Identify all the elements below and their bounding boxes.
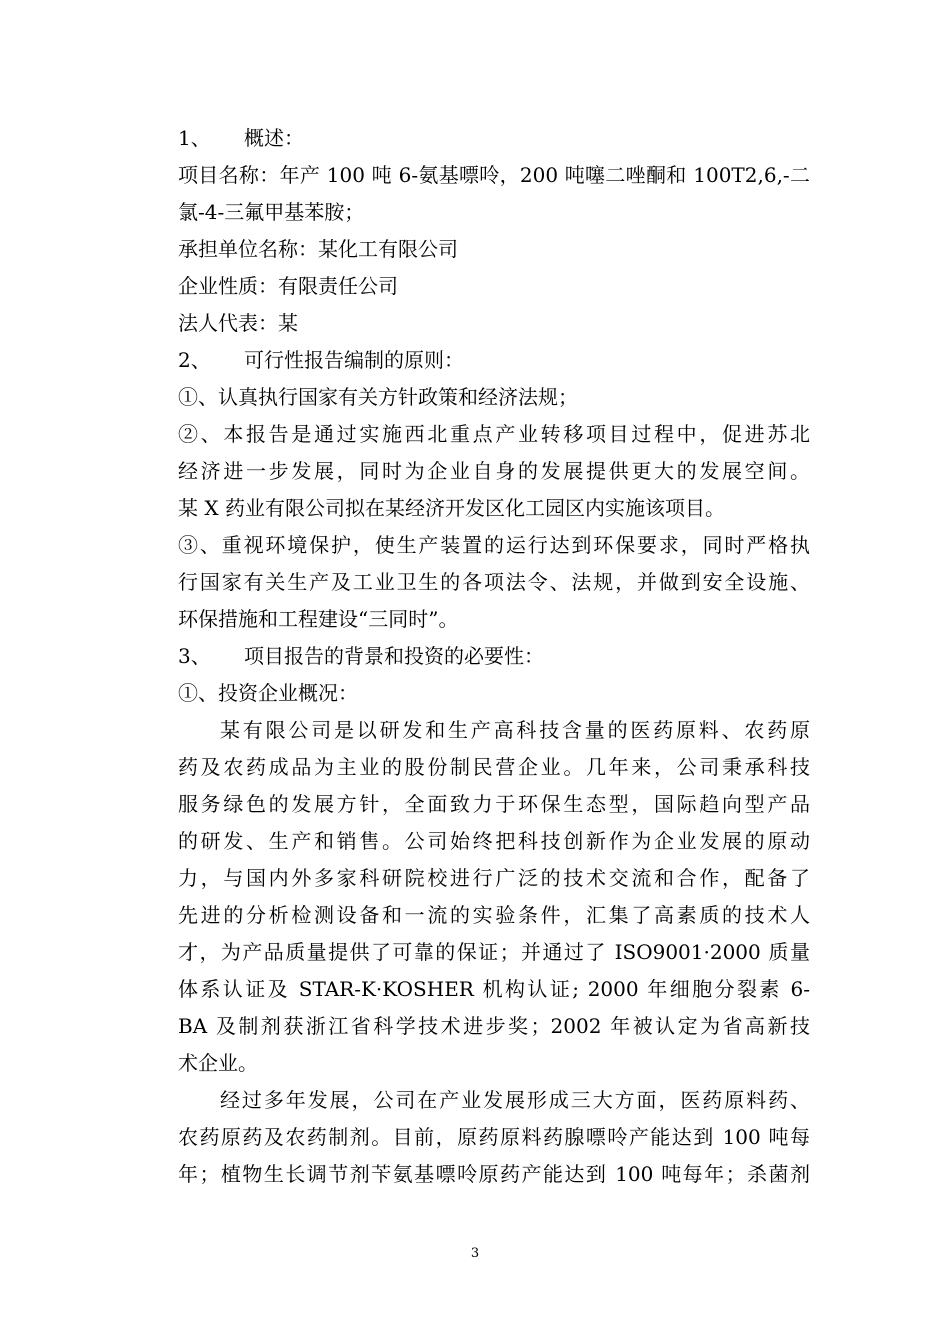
principle-2-line-1: ②、本报告是通过实施西北重点产业转移项目过程中，促进苏北 <box>178 422 810 446</box>
paragraph-line: 年；植物生长调节剂苄氨基嘌呤原药产能达到 100 吨每年；杀菌剂 <box>178 1162 810 1186</box>
unit-name-line: 承担单位名称：某化工有限公司 <box>178 237 458 261</box>
paragraph-line: 某有限公司是以研发和生产高科技含量的医药原料、农药原 <box>220 718 810 742</box>
section-heading-background <box>178 638 810 675</box>
legal-rep-line: 法人代表：某 <box>178 311 298 335</box>
paragraph-line: 药及农药成品为主业的股份制民营企业。几年来，公司秉承科技 <box>178 755 810 779</box>
paragraph-line: 先进的分析检测设备和一流的实验条件，汇集了高素质的技术人 <box>178 903 810 927</box>
paragraph-line: 服务绿色的发展方针，全面致力于环保生态型，国际趋向型产品 <box>178 792 810 816</box>
paragraph-line: 经过多年发展，公司在产业发展形成三大方面，医药原料药、 <box>220 1088 810 1112</box>
paragraph-line: BA 及制剂获浙江省科学技术进步奖；2002 年被认定为省高新技 <box>178 1014 810 1038</box>
section-title: 概述： <box>244 126 304 150</box>
paragraph-line: 才，为产品质量提供了可靠的保证；并通过了 ISO9001·2000 质量 <box>178 940 810 964</box>
paragraph-line: 体系认证及 STAR-K·KOSHER 机构认证; 2000 年细胞分裂素 6- <box>178 977 810 1001</box>
principle-2-line-2: 经济进一步发展，同时为企业自身的发展提供更大的发展空间。 <box>178 459 810 483</box>
page-number: 3 <box>470 1246 480 1261</box>
paragraph-line: 的研发、生产和销售。公司始终把科技创新作为企业发展的原动 <box>178 829 810 853</box>
project-name-line-2: 氯-4-三氟甲基苯胺； <box>178 200 365 224</box>
principle-2-line-3: 某 X 药业有限公司拟在某经济开发区化工园区内实施该项目。 <box>178 496 725 520</box>
section-title: 项目报告的背景和投资的必要性： <box>244 644 544 668</box>
principle-3-line-1: ③、重视环境保护，使生产装置的运行达到环保要求，同时严格执 <box>178 533 810 557</box>
section-number: 3、 <box>178 644 211 668</box>
section-number: 1、 <box>178 126 211 150</box>
paragraph-line: 农药原药及农药制剂。目前，原药原料药腺嘌呤产能达到 100 吨每 <box>178 1125 810 1149</box>
paragraph-line: 力，与国内外多家科研院校进行广泛的技术交流和合作，配备了 <box>178 866 810 890</box>
paragraph-line: 术企业。 <box>178 1051 258 1075</box>
principle-1: ①、认真执行国家有关方针政策和经济法规； <box>178 385 578 409</box>
section-number: 2、 <box>178 348 211 372</box>
principle-3-line-2: 行国家有关生产及工业卫生的各项法令、法规，并做到安全设施、 <box>178 570 810 594</box>
section-heading-principles <box>178 342 810 379</box>
document-body <box>178 120 810 1193</box>
subheading-company-overview: ①、投资企业概况： <box>178 681 358 705</box>
company-type-line: 企业性质：有限责任公司 <box>178 274 398 298</box>
section-heading-overview <box>178 120 810 157</box>
section-title: 可行性报告编制的原则： <box>244 348 464 372</box>
principle-3-line-3: 环保措施和工程建设“三同时”。 <box>178 607 459 631</box>
project-name-line-1: 项目名称：年产 100 吨 6-氨基嘌呤，200 吨噻二唑酮和 100T2,6,-二 <box>178 163 810 187</box>
